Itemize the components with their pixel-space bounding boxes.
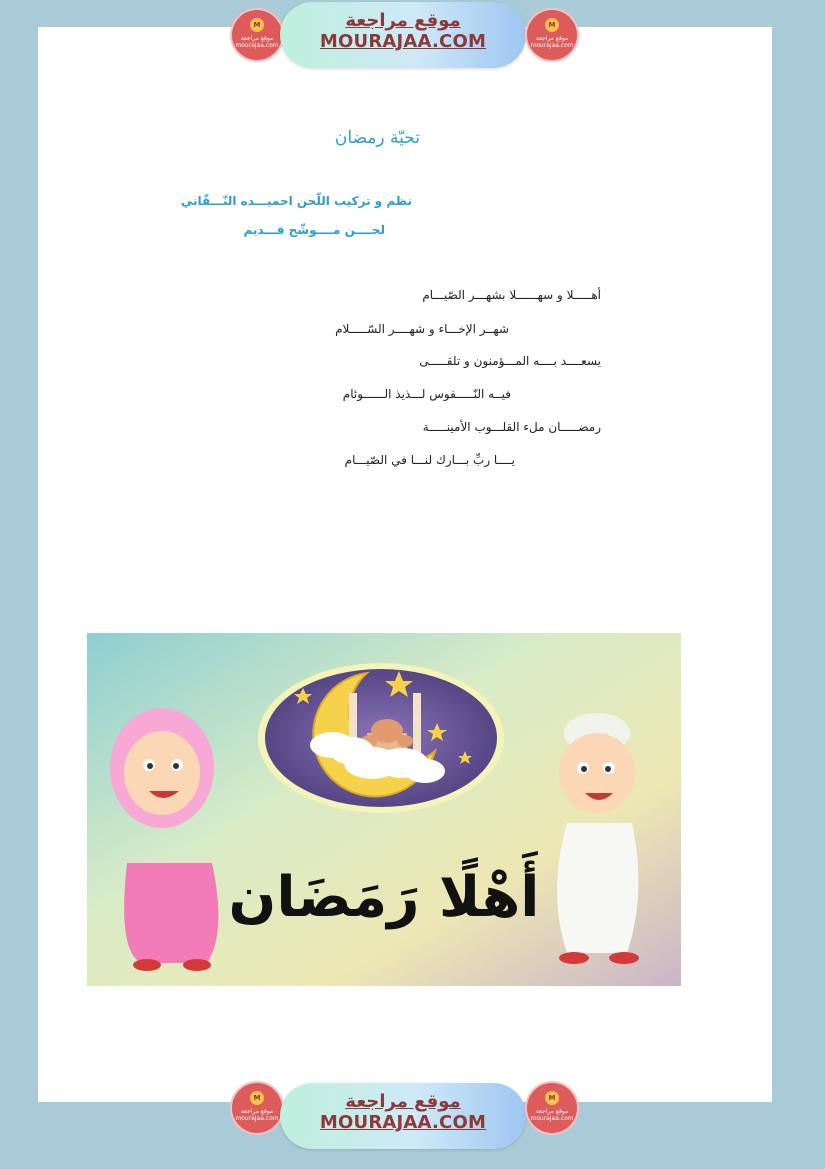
verse-line: شهــر الإخـــاء و شهــــر السّـــــلام [335, 322, 509, 336]
melody-line: لحــــن مــــوشّح قـــديم [243, 223, 385, 237]
poem-title: تحيّة رمضان [334, 128, 420, 148]
verse-line: يــــا ربِّ بـــارك لنـــا في الصّيـــام [344, 453, 515, 467]
illustration-art [87, 633, 681, 986]
logo-icon: M [545, 1091, 559, 1105]
brand-badge-right[interactable]: M موقع مراجعة mourajaa.com [527, 10, 577, 60]
header-banner[interactable] [280, 2, 526, 68]
brand-badge-left[interactable]: M موقع مراجعة mourajaa.com [232, 10, 282, 60]
logo-icon: M [545, 18, 559, 32]
banner-english-link[interactable]: MOURAJAA.COM [319, 1112, 487, 1133]
banner-arabic-link[interactable]: موقع مراجعة [345, 10, 461, 31]
brand-badge-right[interactable]: M موقع مراجعة mourajaa.com [527, 1083, 577, 1133]
logo-icon: M [250, 1091, 264, 1105]
footer-banner[interactable] [280, 1083, 526, 1149]
verse-line: أهـــــلا و سهــــــلا بشهـــر الصّيـــام [422, 288, 601, 302]
banner-english-link[interactable]: MOURAJAA.COM [319, 31, 487, 52]
brand-badge-left[interactable]: M موقع مراجعة mourajaa.com [232, 1083, 282, 1133]
ramadan-illustration [87, 633, 681, 986]
illustration-caption: أَهْلًا رَمَضَان [228, 865, 540, 930]
verse-line: فيــه النّـــــفوس لـــذيذ الــــــوئام [342, 387, 511, 401]
verse-line: رمضـــــان ملء القلـــوب الأمينـــــة [422, 420, 601, 434]
author-line: نظم و تركيب اللّحن احميـــده النّـــقّاني [180, 194, 412, 208]
verse-line: يسعــــد بــــه المـــؤمنون و تلقـــــى [419, 354, 601, 368]
banner-arabic-link[interactable]: موقع مراجعة [345, 1091, 461, 1112]
logo-icon: M [250, 18, 264, 32]
